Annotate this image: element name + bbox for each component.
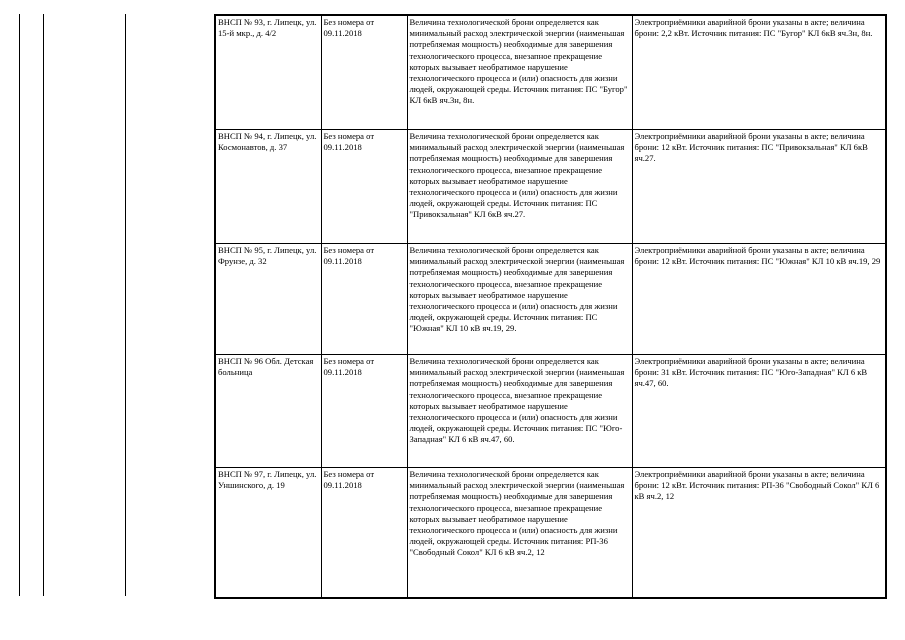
emergency-reserve-cell: Электроприёмники аварийной брони указаны в акте; величина брони: 2,2 кВт. Источник питания: ПС "Бугор" КЛ 6кВ яч.3н, 8н. [632,15,886,130]
object-cell: ВНСП № 97, г. Липецк, ул. Уншинского, д. 19 [215,468,321,599]
object-cell: ВНСП № 93, г. Липецк, ул. 15-й мкр., д. 4/2 [215,15,321,130]
technological-reserve-cell: Величина технологической брони определяется как минимальный расход электрической энергии (наименьшая потребляемая мощность) необходимые для завершения технологического процесса, внезапное прекращение которых вызывает необратимое нарушение технологического процесса и (или) опасность для жизни людей, окружающей среды. Источник питания: РП-36 "Свободный Сокол" КЛ 6 кВ яч.2, 12 [407,468,632,599]
act-cell: Без номера от 09.11.2018 [321,355,407,468]
act-cell: Без номера от 09.11.2018 [321,244,407,355]
act-cell: Без номера от 09.11.2018 [321,468,407,599]
table-row [215,244,886,355]
reservation-acts-table [214,14,887,599]
emergency-reserve-cell: Электроприёмники аварийной брони указаны в акте; величина брони: 12 кВт. Источник питания: ПС "Привокзальная" КЛ 6кВ яч.27. [632,130,886,244]
emergency-reserve-cell: Электроприёмники аварийной брони указаны в акте; величина брони: 31 кВт. Источник питания: ПС "Юго-Западная" КЛ 6 кВ яч.47, 60. [632,355,886,468]
technological-reserve-cell: Величина технологической брони определяется как минимальный расход электрической энергии (наименьшая потребляемая мощность) необходимые для завершения технологического процесса, внезапное прекращение которых вызывает необратимое нарушение технологического процесса и (или) опасность для жизни людей, окружающей среды. Источник питания: ПС "Бугор" КЛ 6кВ яч.3н, 8н. [407,15,632,130]
act-cell: Без номера от 09.11.2018 [321,15,407,130]
left-rule-1 [19,14,20,596]
object-cell: ВНСП № 96 Обл. Детская больница [215,355,321,468]
table-row [215,468,886,599]
technological-reserve-cell: Величина технологической брони определяется как минимальный расход электрической энергии (наименьшая потребляемая мощность) необходимые для завершения технологического процесса, внезапное прекращение которых вызывает необратимое нарушение технологического процесса и (или) опасность для жизни людей, окружающей среды. Источник питания: ПС "Привокзальная" КЛ 6кВ яч.27. [407,130,632,244]
emergency-reserve-cell: Электроприёмники аварийной брони указаны в акте; величина брони: 12 кВт. Источник питания: ПС "Южная" КЛ 10 кВ яч.19, 29 [632,244,886,355]
left-rule-2 [43,14,44,596]
act-cell: Без номера от 09.11.2018 [321,130,407,244]
table-row [215,130,886,244]
emergency-reserve-cell: Электроприёмники аварийной брони указаны в акте; величина брони: 12 кВт. Источник питания: РП-36 "Свободный Сокол" КЛ 6 кВ яч.2, 12 [632,468,886,599]
technological-reserve-cell: Величина технологической брони определяется как минимальный расход электрической энергии (наименьшая потребляемая мощность) необходимые для завершения технологического процесса, внезапное прекращение которых вызывает необратимое нарушение технологического процесса и (или) опасность для жизни людей, окружающей среды. Источник питания: ПС "Юго-Западная" КЛ 6 кВ яч.47, 60. [407,355,632,468]
object-cell: ВНСП № 94, г. Липецк, ул. Космонавтов, д. 37 [215,130,321,244]
technological-reserve-cell: Величина технологической брони определяется как минимальный расход электрической энергии (наименьшая потребляемая мощность) необходимые для завершения технологического процесса, внезапное прекращение которых вызывает необратимое нарушение технологического процесса и (или) опасность для жизни людей, окружающей среды. Источник питания: ПС "Южная" КЛ 10 кВ яч.19, 29. [407,244,632,355]
table-row [215,15,886,130]
object-cell: ВНСП № 95, г. Липецк, ул. Фрунзе, д. 32 [215,244,321,355]
left-rule-3 [125,14,126,596]
table-row [215,355,886,468]
